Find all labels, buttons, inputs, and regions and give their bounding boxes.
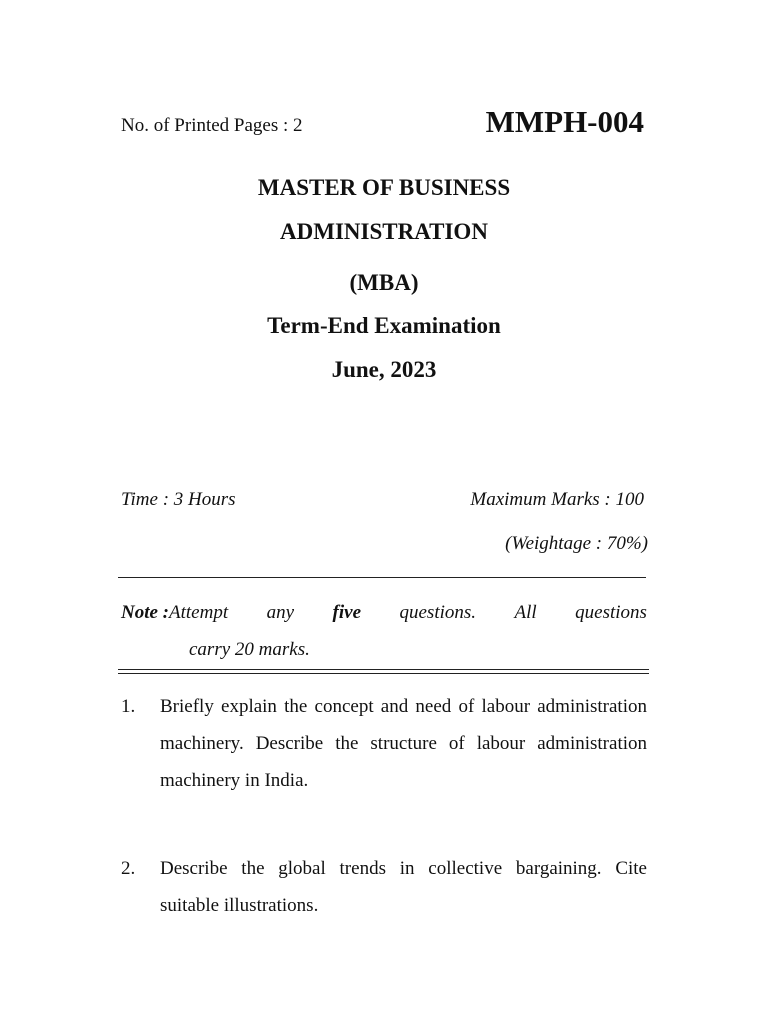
programme-abbreviation: (MBA) [349,270,419,295]
divider-single [118,577,646,578]
note-line-2: carry 20 marks. [189,639,310,660]
course-code: MMPH-004 [485,104,644,139]
weightage: (Weightage : 70%) [505,533,648,554]
question-text: Describe the global trends in collective bargaining. Cite suitable illustrations. [160,858,647,916]
programme-title-line-1: MASTER OF BUSINESS [257,175,511,200]
question-number: 2. [121,858,136,879]
note-word: questions. [399,602,477,623]
question-item [121,688,647,799]
note-label: Note : [121,602,170,623]
question-item [121,850,647,924]
printed-pages-count: No. of Printed Pages : 2 [121,115,303,136]
note-emphasis-five: five [332,602,362,623]
maximum-marks: Maximum Marks : 100 [470,489,644,510]
programme-title-line-2: ADMINISTRATION [280,219,488,244]
note-line-1 [121,594,647,631]
note-word: Attempt [169,602,229,623]
exam-note [121,594,647,668]
question-text: Briefly explain the concept and need of labour administration machinery. Describe the structure of labour administration machinery in India. [160,696,647,791]
question-number: 1. [121,696,136,717]
note-word: any [266,602,295,623]
note-word: questions [575,602,647,623]
exam-duration: Time : 3 Hours [121,489,236,510]
note-word: All [514,602,537,623]
divider-double [118,669,649,674]
exam-type: Term-End Examination [267,313,501,338]
exam-session: June, 2023 [331,357,437,382]
